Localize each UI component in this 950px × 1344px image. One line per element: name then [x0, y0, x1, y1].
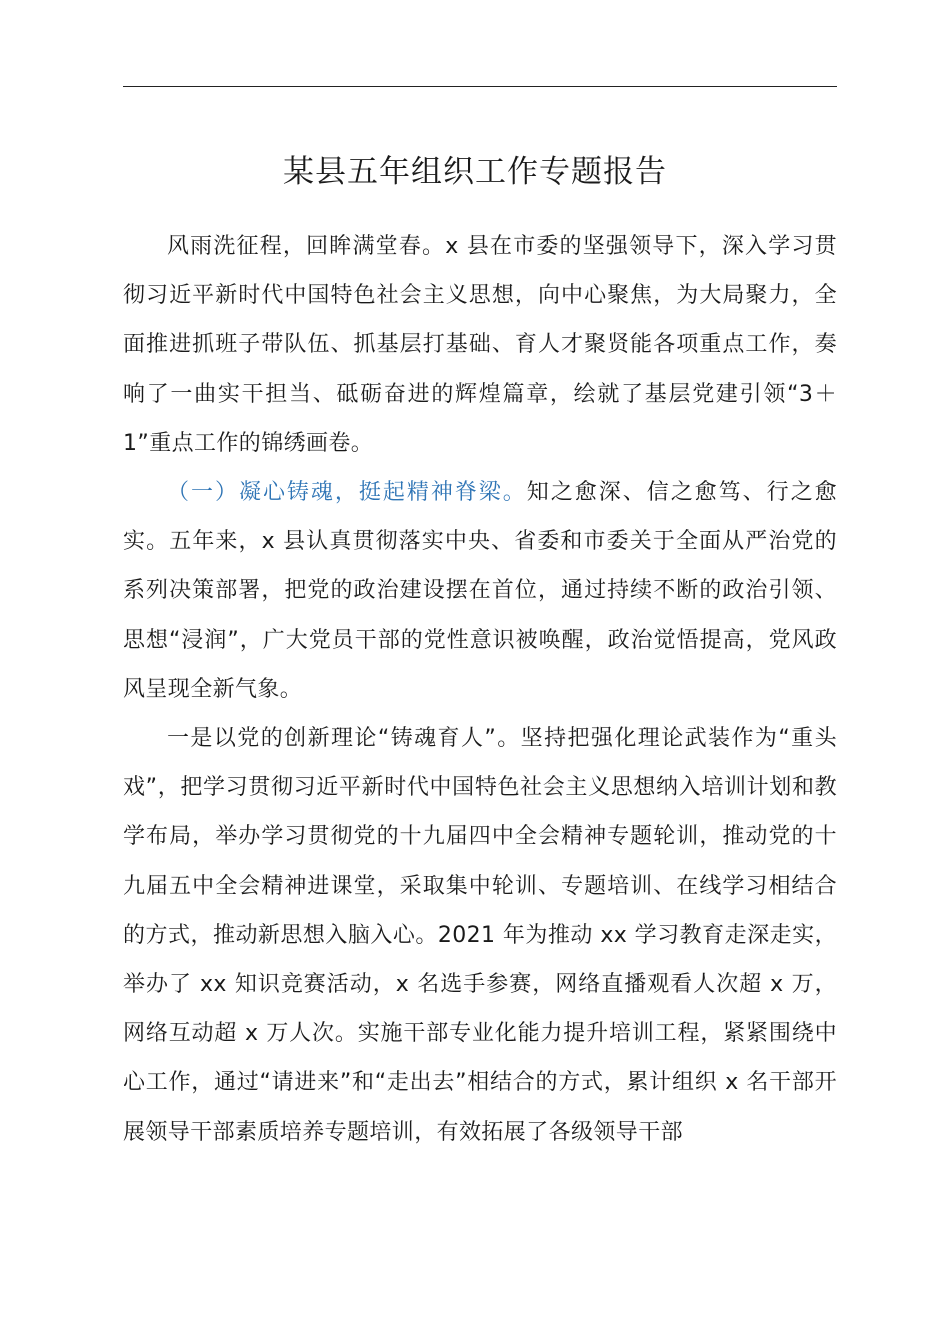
paragraph-intro	[123, 222, 837, 468]
header-rule	[123, 86, 837, 87]
paragraph-text: 一是以党的创新理论“铸魂育人”。坚持把强化理论武装作为“重头戏”，把学习贯彻习近平新时代中国特色社会主义思想纳入培训计划和教学布局，举办学习贯彻党的十九届四中全会精神专题轮训，推动党的十九届五中全会精神进课堂，采取集中轮训、专题培训、在线学习相结合的方式，推动新思想入脑入心。2021 年为推动 xx 学习教育走深走实，举办了 xx 知识竞赛活动，x 名选手参赛，网络直播观看人次超 x 万，网络互动超 x 万人次。实施干部专业化能力提升培训工程，紧紧围绕中心工作，通过“请进来”和“走出去”相结合的方式，累计组织 x 名干部开展领导干部素质培养专题培训，有效拓展了各级领导干部	[123, 726, 837, 1145]
paragraph-section-one	[123, 468, 837, 714]
document-body	[123, 222, 837, 1157]
paragraph-point-one	[123, 714, 837, 1157]
paragraph-text: 知之愈深、信之愈笃、行之愈实。五年来，x 县认真贯彻落实中央、省委和市委关于全面从严治党的系列决策部署，把党的政治建设摆在首位，通过持续不断的政治引领、思想“浸润”，广大党员干部的党性意识被唤醒，政治觉悟提高，党风政风呈现全新气象。	[123, 480, 837, 702]
section-heading: （一）凝心铸魂，挺起精神脊梁。	[167, 480, 527, 506]
paragraph-text: 风雨洗征程，回眸满堂春。x 县在市委的坚强领导下，深入学习贯彻习近平新时代中国特色社会主义思想，向中心聚焦，为大局聚力，全面推进抓班子带队伍、抓基层打基础、育人才聚贤能各项重点工作，奏响了一曲实干担当、砥砺奋进的辉煌篇章，绘就了基层党建引领“3＋1”重点工作的锦绣画卷。	[123, 234, 837, 456]
document-title: 某县五年组织工作专题报告	[283, 154, 667, 190]
